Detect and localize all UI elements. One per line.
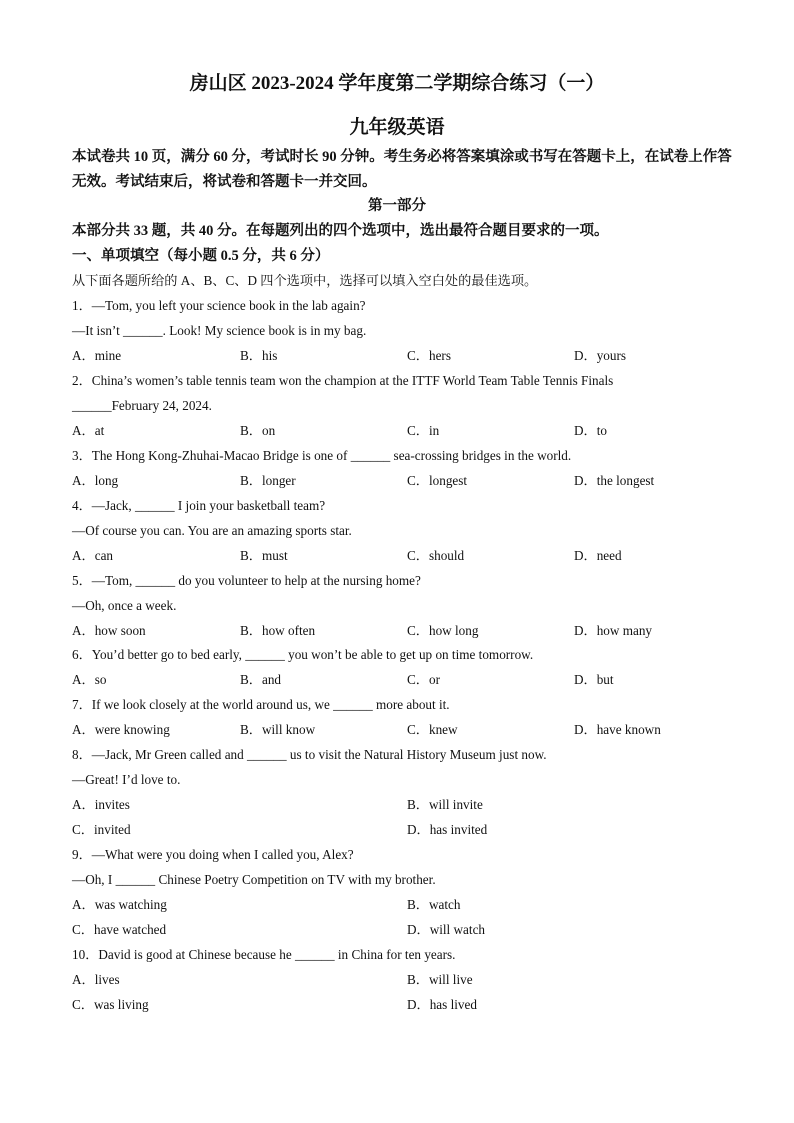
question-2-line-1: 2．China’s women’s table tennis team won the champion at the ITTF World Team Table Tennis Finals (72, 373, 614, 388)
section-title: 一、单项填空（每小题 0.5 分，共 6 分） (72, 248, 330, 264)
question-2-option-b[interactable]: B．on (240, 423, 276, 438)
question-1-option-d[interactable]: D．yours (574, 348, 627, 363)
question-8-line-2: —Great! I’d love to. (72, 772, 181, 787)
question-5-option-c[interactable]: C．how long (407, 623, 479, 638)
exam-instructions: 本试卷共 10 页，满分 60 分，考试时长 90 分钟。考生务必将答案填涂或书写在答题卡上，在试卷上作答无效。考试结束后，将试卷和答题卡一并交回。 (72, 149, 732, 190)
question-10-line-1: 10．David is good at Chinese because he ______ in China for ten years. (72, 947, 456, 962)
question-10-option-a[interactable]: A．lives (72, 972, 120, 987)
question-4-option-d[interactable]: D．need (574, 548, 622, 563)
question-7-option-b[interactable]: B．will know (240, 722, 316, 737)
question-2-option-a[interactable]: A．at (72, 423, 105, 438)
question-8-option-a[interactable]: A．invites (72, 797, 130, 812)
question-2-line-2: ______February 24, 2024. (72, 398, 212, 413)
question-1-option-a[interactable]: A．mine (72, 348, 122, 363)
question-1-option-b[interactable]: B．his (240, 348, 278, 363)
question-6-option-c[interactable]: C．or (407, 672, 440, 687)
question-3-option-c[interactable]: C．longest (407, 473, 468, 488)
question-1-line-1: 1．—Tom, you left your science book in the lab again? (72, 298, 366, 313)
question-9-option-d[interactable]: D．will watch (407, 922, 486, 937)
question-4-line-2: —Of course you can. You are an amazing sports star. (72, 523, 352, 538)
question-7-option-c[interactable]: C．knew (407, 722, 458, 737)
question-8-option-c[interactable]: C．invited (72, 822, 131, 837)
question-4-line-1: 4．—Jack, ______ I join your basketball team? (72, 498, 326, 513)
part-description: 本部分共 33 题，共 40 分。在每题列出的四个选项中，选出最符合题目要求的一项。 (72, 223, 609, 239)
question-5-option-b[interactable]: B．how often (240, 623, 316, 638)
question-2-option-c[interactable]: C．in (407, 423, 440, 438)
question-6-option-b[interactable]: B．and (240, 672, 282, 687)
question-4-option-c[interactable]: C．should (407, 548, 465, 563)
question-8-line-1: 8．—Jack, Mr Green called and ______ us to visit the Natural History Museum just now. (72, 747, 547, 762)
question-7-option-d[interactable]: D．have known (574, 722, 661, 737)
question-9-option-b[interactable]: B．watch (407, 897, 461, 912)
page-title: 房山区 2023-2024 学年度第二学期综合练习（一） (189, 73, 605, 94)
question-10-option-c[interactable]: C．was living (72, 997, 149, 1012)
question-5-option-a[interactable]: A．how soon (72, 623, 146, 638)
question-2-option-d[interactable]: D．to (574, 423, 607, 438)
question-6-option-a[interactable]: A．so (72, 672, 107, 687)
question-10-option-b[interactable]: B．will live (407, 972, 473, 987)
question-3-option-b[interactable]: B．longer (240, 473, 296, 488)
question-5-line-2: —Oh, once a week. (72, 598, 177, 613)
question-9-option-c[interactable]: C．have watched (72, 922, 167, 937)
question-3-line-1: 3．The Hong Kong-Zhuhai-Macao Bridge is one of ______ sea-crossing bridges in the world. (72, 448, 572, 463)
question-6-line-1: 6．You’d better go to bed early, ______ you won’t be able to get up on time tomorrow. (72, 647, 534, 662)
part-title: 第一部分 (368, 198, 426, 214)
question-3-option-d[interactable]: D．the longest (574, 473, 655, 488)
section-instruction: 从下面各题所给的 A、B、C、D 四个选项中，选择可以填入空白处的最佳选项。 (72, 273, 538, 288)
question-9-option-a[interactable]: A．was watching (72, 897, 167, 912)
page-subtitle: 九年级英语 (349, 117, 445, 138)
question-1-line-2: —It isn’t ______. Look! My science book is in my bag. (72, 323, 367, 338)
question-7-line-1: 7．If we look closely at the world around us, we ______ more about it. (72, 697, 450, 712)
question-1-option-c[interactable]: C．hers (407, 348, 451, 363)
question-6-option-d[interactable]: D．but (574, 672, 614, 687)
question-5-line-1: 5．—Tom, ______ do you volunteer to help at the nursing home? (72, 573, 421, 588)
question-7-option-a[interactable]: A．were knowing (72, 722, 170, 737)
question-4-option-a[interactable]: A．can (72, 548, 114, 563)
question-9-line-2: —Oh, I ______ Chinese Poetry Competition on TV with my brother. (72, 872, 436, 887)
question-8-option-b[interactable]: B．will invite (407, 797, 483, 812)
question-4-option-b[interactable]: B．must (240, 548, 288, 563)
question-5-option-d[interactable]: D．how many (574, 623, 653, 638)
question-3-option-a[interactable]: A．long (72, 473, 119, 488)
question-9-line-1: 9．—What were you doing when I called you, Alex? (72, 847, 354, 862)
question-8-option-d[interactable]: D．has invited (407, 822, 488, 837)
question-10-option-d[interactable]: D．has lived (407, 997, 477, 1012)
